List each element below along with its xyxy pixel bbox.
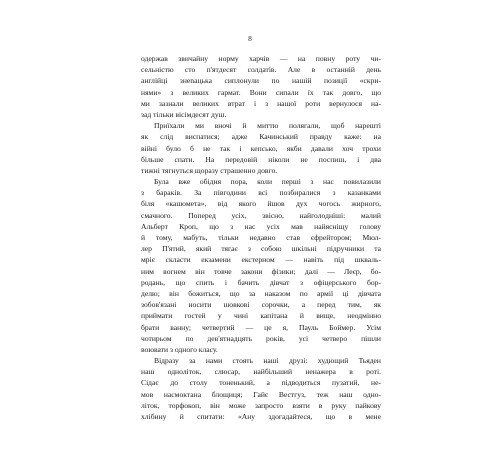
text-line: смачного. Поперед усіх, звісно, найголодніші: малий <box>141 210 381 220</box>
text-line: нями» з великих гармат. Вони сипали їх так довго, що <box>141 87 381 97</box>
text-line: біля «кашомета», від якого йшов дух чогось жирного, <box>141 199 381 209</box>
text-line: лер П'ятий, який тягає з собою шкільні підручники та <box>141 244 381 254</box>
paragraph-1 <box>141 53 381 120</box>
text-line: чотирьом по дев'ятнадцять років, усі четверо пішли <box>141 333 381 343</box>
text-line: мов насмоктана блощиця; Гайє Вестгуз, теж наш одно- <box>141 389 381 399</box>
text-line: війні було б не так і кепсько, якби давали хоч трохи <box>141 143 381 153</box>
text-line: англійці знenацька сиплонули по нашій позиції «скри- <box>141 76 381 86</box>
text-line: ми зазнали великих втрат і з нашої роти вернулося на- <box>141 98 381 108</box>
text-line: приймати гостей у чині капітана й вище, неодмінно <box>141 311 381 321</box>
text-line: делю; він божиться, що за наказом по армії ці дівчата <box>141 288 381 298</box>
body-text <box>141 53 381 422</box>
text-line: Альберт Кроп, що з нас усіх мав найясніщу голову <box>141 221 381 231</box>
text-line: зобов'язані носити шовкові сорочки, а перед тим, як <box>141 300 381 310</box>
text-line: й тому, мабуть, тільки недавно став єфрейтором; Мюл- <box>141 233 381 242</box>
page-number: 8 <box>248 34 252 43</box>
text-line: наш одноліток, слюсар, найбільший ненажера в роті. <box>141 367 381 377</box>
text-line: Була вже обідня пора, коли перші з нас повилазили <box>154 177 381 187</box>
text-line: ним вогнем він товче закони фізики; далі — Леєр, бо- <box>141 266 381 276</box>
text-line: сельністю сто п'ятдесят солдатів. Але в останній день <box>141 65 381 75</box>
text-line: воювати з одного класу. <box>141 344 218 354</box>
paragraph-2 <box>141 120 381 176</box>
text-line: мріє скласти екзамени екстерном — навіть під шкваль- <box>141 255 381 265</box>
text-line: як слід виспатися; адже Качинський правду каже: на <box>141 132 381 142</box>
text-line: брати ванну; четвертий — це я, Пауль Боймер. Усім <box>141 322 381 332</box>
paragraph-4 <box>141 355 381 422</box>
text-line: з бараків. За півгодини всі позбиралися з казанками <box>141 188 381 198</box>
text-line: родань, що спить і бачить дівчат з офіцерського бор- <box>141 277 381 287</box>
text-line: зад тільки вісімдесят душ. <box>141 109 227 119</box>
text-line: Приїхали ми вночі й миттю полягали, щоб нарешті <box>154 121 381 131</box>
text-line: Сідає до столу тоненький, а підводиться пузатий, не- <box>141 378 381 388</box>
text-line: літок, торфокоп, він може запросто взяти в руку пайкову <box>141 400 381 410</box>
paragraph-3 <box>141 176 381 355</box>
text-line: Відразу за нами стоять наші друзі: худющий Тьяден <box>154 356 381 366</box>
text-line: хлібину й спитати: «Ану здогадайтеся, що в мене <box>141 412 381 421</box>
text-line: більше спати. На передовій ніколи не поспиш, і два <box>141 154 381 164</box>
text-line: одержав звичайну норму харчів — на повну роту чи- <box>141 54 381 63</box>
text-line: тижні тягнуться щоразу страшенно довго. <box>141 165 278 175</box>
